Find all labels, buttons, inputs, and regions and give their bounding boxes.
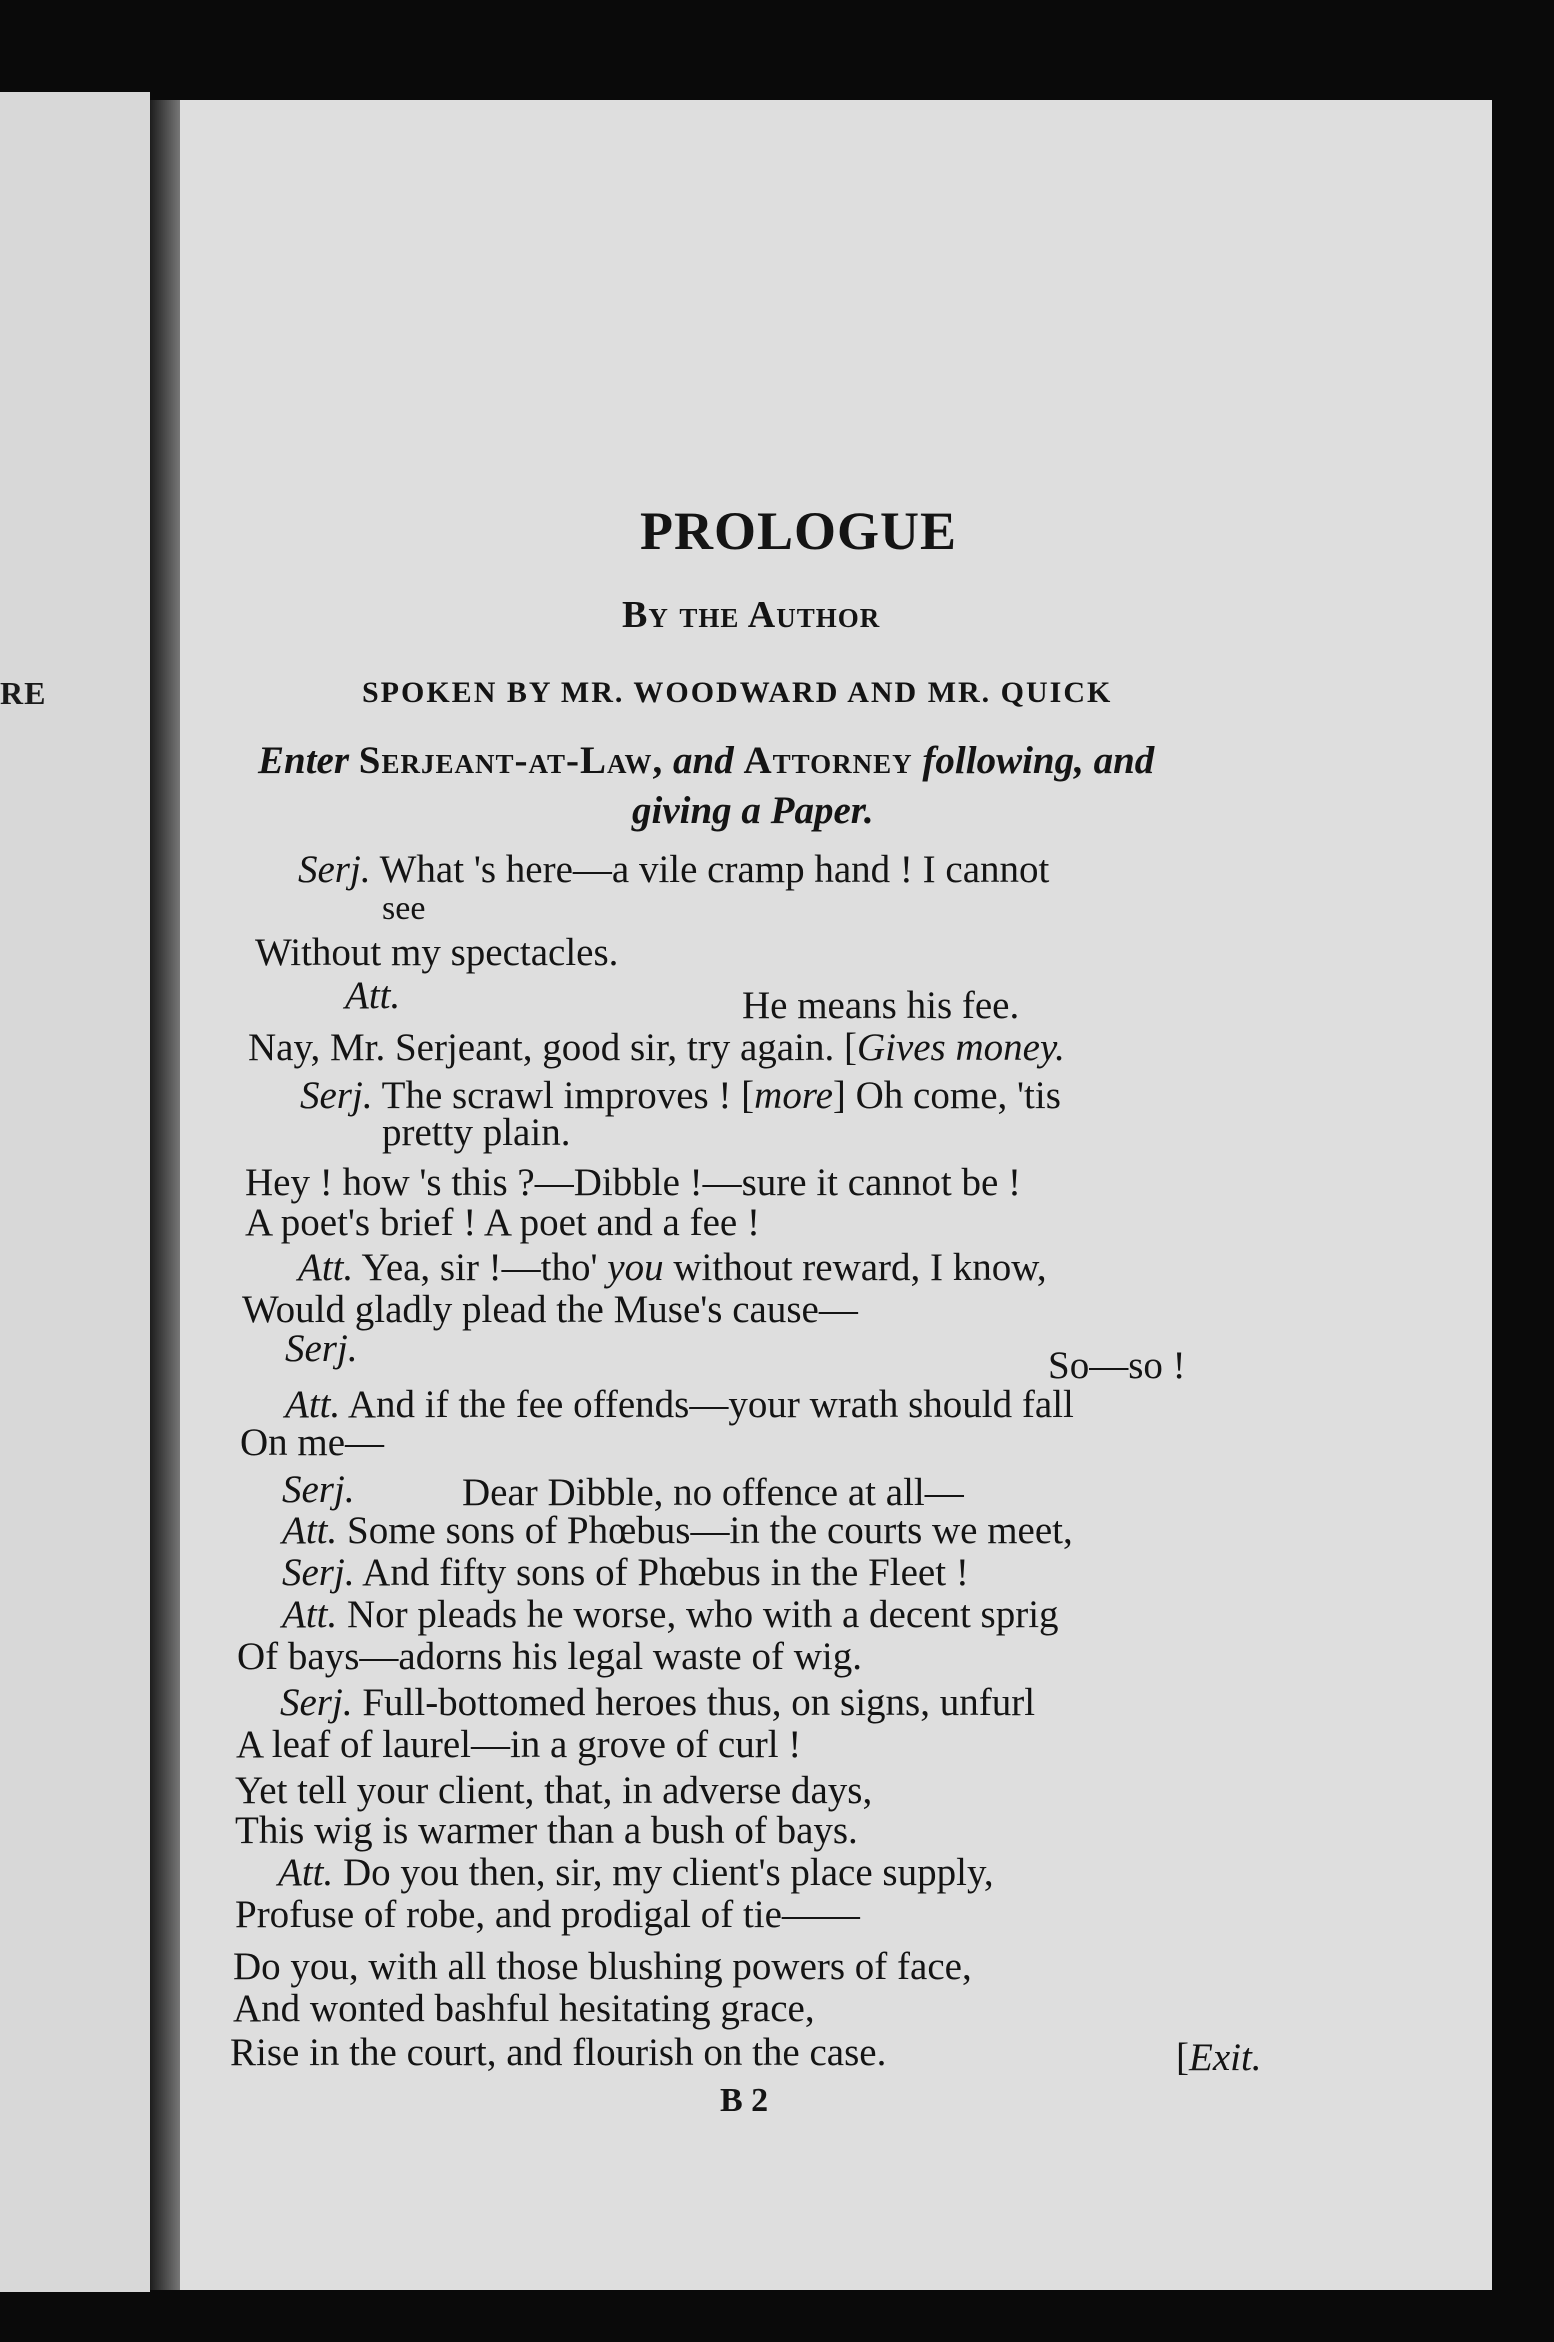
speaker-label: Serj. [285,1327,358,1370]
verse-text: Nor pleads he worse, who with a decent sprig [337,1593,1059,1636]
verse-text: What 's here—a vile cramp hand ! I cannot [370,848,1050,891]
speaker-label: Serj. [298,848,371,891]
speaker-label: Att. [285,1383,341,1426]
verse-text: And if the fee offends—your wrath should fall [340,1383,1074,1426]
page-folio: B 2 [720,2082,769,2119]
verse-line [282,1508,1073,1553]
stage-direction-following: following, and [922,739,1155,782]
book-gutter [150,100,180,2290]
verse-text: Yet tell your client, that, in adverse days, [235,1769,873,1812]
verse-line [382,1110,570,1155]
verse-line [240,1420,384,1465]
stage-direction-line-2: giving a Paper. [632,789,874,832]
verse-line [235,1808,858,1853]
verse-text: This wig is warmer than a bush of bays. [235,1809,858,1852]
page-title: PROLOGUE [640,501,958,561]
left-page-edge-text: RE [0,675,47,711]
stage-direction-enter: Enter [258,739,350,782]
verse-line [345,973,400,1018]
speaker-label: Att. [278,1851,334,1894]
verse-line [233,1986,815,2031]
verse-text: Do you, with all those blushing powers of face, [233,1945,972,1988]
verse-text: Nay, Mr. Serjeant, good sir, try again. [ [248,1026,857,1069]
verse-line [255,930,618,975]
verse-line [285,1326,358,1371]
verse-text: Some sons of Phœbus—in the courts we meet, [337,1509,1073,1552]
verse-text: Hey ! how 's this ?—Dibble !—sure it cannot be ! [245,1161,1022,1204]
stage-direction-line-1 [258,738,1154,783]
verse-line [282,1467,355,1512]
verse-text: A leaf of laurel—in a grove of curl ! [236,1723,802,1766]
verse-line [245,1160,1021,1205]
verse-line [245,1200,760,1245]
verse-text: see [382,890,426,927]
verse-line [248,1025,1065,1070]
verse-line [298,1245,1047,1290]
verse-text: So—so ! [1048,1344,1186,1387]
byline: By the Author [622,594,881,636]
left-page [0,92,150,2292]
speaker-label: Att. [282,1509,338,1552]
stage-direction-serjeant: Serjeant-at-Law, [358,739,664,782]
verse-text: And wonted bashful hesitating grace, [233,1987,815,2030]
verse-text: ] Oh come, 'tis [832,1074,1061,1117]
verse-text: Dear Dibble, no offence at all— [462,1471,964,1514]
verse-text: Yea, sir !—tho' [353,1246,608,1289]
verse-text: Rise in the court, and flourish on the case. [230,2031,887,2074]
verse-text: Profuse of robe, and prodigal of tie—— [235,1893,860,1936]
verse-text: Of bays—adorns his legal waste of wig. [237,1635,862,1678]
verse-line [235,1892,860,1937]
verse-text: And fifty sons of Phœbus in the Fleet ! [354,1551,969,1594]
speaker-label: Att. [345,974,401,1017]
stage-direction: Gives money. [856,1026,1065,1069]
speaker-label: Serj. [282,1468,355,1511]
verse-text: A poet's brief ! A poet and a fee ! [245,1201,760,1244]
verse-line [282,1592,1059,1637]
verse-line [233,1944,972,1989]
verse-line [237,1634,862,1679]
verse-text: [ [1176,2036,1189,2079]
spoken-by: SPOKEN BY MR. WOODWARD AND MR. QUICK [362,676,1113,709]
verse-text: On me— [240,1421,385,1464]
speaker-label: Att. [298,1246,354,1289]
speaker-label: Serj. [300,1074,373,1117]
verse-text: He means his fee. [742,984,1020,1027]
verse-text: The scrawl improves ! [ [372,1074,755,1117]
verse-line [235,1768,872,1813]
stage-direction-and: and [673,739,734,782]
speaker-label: Serj. [280,1681,353,1724]
verse-text: without reward, I know, [663,1246,1047,1289]
verse-line [742,983,1019,1028]
verse-text: Full-bottomed heroes thus, on signs, unfurl [352,1681,1036,1724]
stage-direction: more [754,1074,833,1117]
speaker-label: Att. [282,1593,338,1636]
emphasis: you [607,1246,664,1289]
verse-text: Do you then, sir, my client's place supply, [333,1851,994,1894]
verse-text: Without my spectacles. [255,931,619,974]
verse-text: pretty plain. [382,1111,571,1154]
verse-line [285,1382,1074,1427]
stage-direction-attorney: Attorney [743,739,913,782]
speaker-label: Serj. [282,1551,355,1594]
verse-line [1176,2035,1262,2080]
verse-text: Would gladly plead the Muse's cause— [242,1288,858,1331]
verse-line [230,2030,886,2075]
verse-line [236,1722,801,1767]
verse-line [382,890,425,928]
verse-line [298,847,1049,892]
stage-direction: Exit. [1189,2036,1262,2079]
verse-line [278,1850,994,1895]
verse-line [280,1680,1035,1725]
verse-line [282,1550,969,1595]
